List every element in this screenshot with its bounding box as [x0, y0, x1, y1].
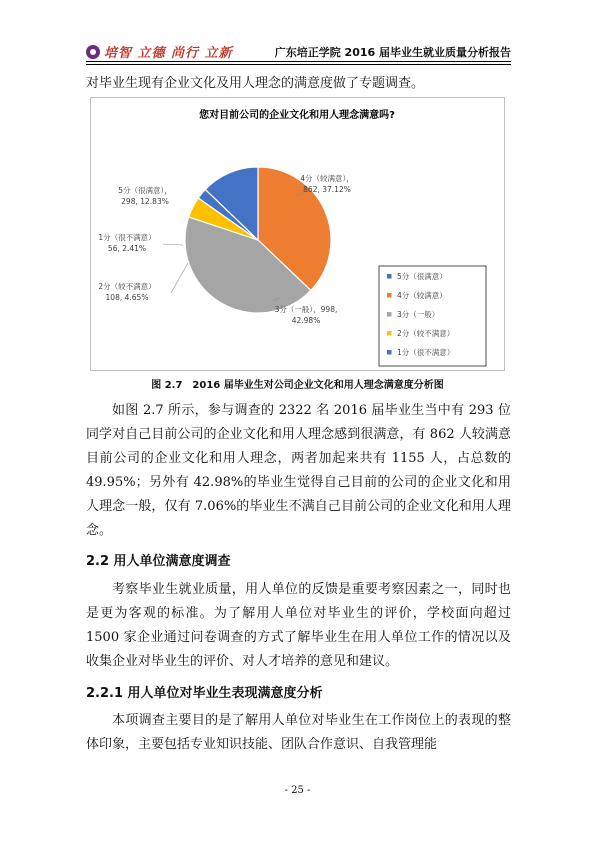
intro-line: 对毕业生现有企业文化及用人理念的满意度做了专题调查。 — [86, 76, 425, 91]
leader-line — [163, 244, 183, 245]
paragraph-figure-analysis: 如图 2.7 所示，参与调查的 2322 名 2016 届毕业生当中有 293 位同学对自己目前公司的企业文化和用人理念感到很满意，有 862 人较满意目前公司的企业文化和用人理念，两者加起来共有 1155 人，占总数的 49.95%；另外有 42.98%的毕业生觉得自己目前的公司的企业文化和用人理念一般，仅有 7.06%的毕业生不满自己目前公司的企业文化和用人理念。 — [86, 403, 511, 538]
legend-entry: 4分（较满意） — [397, 291, 447, 300]
data-label: 298, 12.83% — [121, 197, 169, 206]
paragraph-employer-survey: 考察毕业生就业质量，用人单位的反馈是重要考察因素之一，同时也是更为客观的标准。为了解用人单位对毕业生的评价，学校面向超过 1500 家企业通过问卷调查的方式了解毕业生在用人单位工作的情况以及收集企业对毕业生的评价、对人才培养的意见和建议。 — [86, 582, 511, 669]
legend-entry: 1分（很不满意） — [397, 348, 455, 357]
legend-entry: 5分（很满意） — [397, 272, 447, 281]
data-label: 42.98% — [291, 316, 321, 325]
school-motto: 培智 立德 尚行 立新 — [104, 46, 233, 61]
page-number: - 25 - — [284, 785, 311, 796]
legend-swatch — [387, 312, 392, 317]
school-emblem-icon — [86, 45, 100, 59]
pie-chart-svg — [91, 98, 504, 370]
legend-swatch — [387, 331, 392, 336]
legend-swatch — [387, 274, 392, 279]
data-label: 108, 4.65% — [105, 293, 149, 302]
data-label: 862, 37.12% — [303, 185, 351, 194]
legend-entry: 2分（较不满意） — [397, 329, 455, 338]
header-rule-thin — [86, 64, 511, 65]
data-label: 2分（较不满意） — [98, 282, 156, 291]
chart-title: 您对目前公司的企业文化和用人理念满意吗? — [199, 110, 395, 121]
leader-line — [171, 263, 188, 293]
legend-swatch — [387, 293, 392, 298]
data-label: 3分（一般），998, — [274, 305, 338, 314]
data-label: 1分（很不满意） — [98, 233, 156, 242]
figure-caption: 图 2.7 2016 届毕业生对公司企业文化和用人理念满意度分析图 — [151, 380, 444, 391]
header-rule — [86, 61, 511, 62]
data-label: 4分（较满意）， — [300, 174, 354, 183]
pie-chart — [90, 97, 505, 371]
section-heading: 2.2 用人单位满意度调查 — [86, 554, 231, 569]
data-label: 5分（很满意）， — [118, 186, 172, 195]
legend-entry: 3分（一般） — [397, 310, 440, 319]
page-header — [86, 40, 511, 66]
data-label: 56, 2.41% — [107, 244, 147, 253]
paragraph-survey-purpose: 本项调查主要目的是了解用人单位对毕业生在工作岗位上的表现的整体印象，主要包括专业知识技能、团队合作意识、自我管理能 — [86, 713, 511, 752]
report-title: 广东培正学院 2016 届毕业生就业质量分析报告 — [274, 46, 511, 59]
legend-swatch — [387, 350, 392, 355]
subsection-heading: 2.2.1 用人单位对毕业生表现满意度分析 — [86, 686, 323, 701]
school-logo — [86, 42, 233, 61]
